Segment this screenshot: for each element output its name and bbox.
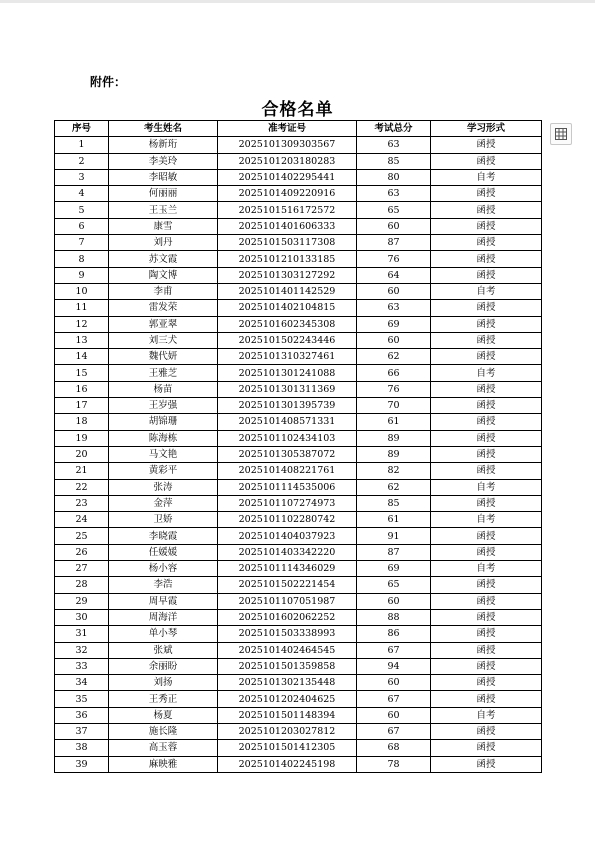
exam-id-cell: 2025101401142529: [218, 283, 357, 299]
study-mode-cell: 函授: [431, 544, 542, 560]
study-mode-cell: 函授: [431, 332, 542, 348]
study-mode-cell: 函授: [431, 251, 542, 267]
name-cell: 张斌: [109, 642, 218, 658]
seq-cell: 24: [55, 512, 109, 528]
table-row: [55, 251, 542, 267]
name-cell: 任媛媛: [109, 544, 218, 560]
name-cell: 卫娇: [109, 512, 218, 528]
seq-cell: 31: [55, 626, 109, 642]
score-cell: 89: [357, 430, 431, 446]
table-body: [55, 137, 542, 773]
exam-id-cell: 2025101408571331: [218, 414, 357, 430]
table-row: [55, 544, 542, 560]
name-cell: 李浩: [109, 577, 218, 593]
exam-id-cell: 2025101602062252: [218, 609, 357, 625]
score-cell: 60: [357, 218, 431, 234]
table-row: [55, 349, 542, 365]
seq-cell: 36: [55, 707, 109, 723]
table-grid-glyph: [555, 128, 567, 140]
table-row: [55, 561, 542, 577]
name-cell: 郭亚翠: [109, 316, 218, 332]
seq-cell: 12: [55, 316, 109, 332]
score-cell: 76: [357, 251, 431, 267]
study-mode-cell: 自考: [431, 169, 542, 185]
study-mode-cell: 函授: [431, 691, 542, 707]
seq-cell: 13: [55, 332, 109, 348]
seq-cell: 30: [55, 609, 109, 625]
score-cell: 80: [357, 169, 431, 185]
exam-id-cell: 2025101501412305: [218, 740, 357, 756]
exam-id-cell: 2025101404037923: [218, 528, 357, 544]
table-row: [55, 283, 542, 299]
name-cell: 麻映雅: [109, 756, 218, 772]
score-cell: 63: [357, 186, 431, 202]
seq-cell: 26: [55, 544, 109, 560]
seq-cell: 32: [55, 642, 109, 658]
score-cell: 86: [357, 626, 431, 642]
score-cell: 67: [357, 642, 431, 658]
study-mode-cell: 函授: [431, 430, 542, 446]
score-cell: 63: [357, 300, 431, 316]
seq-cell: 16: [55, 381, 109, 397]
study-mode-cell: 函授: [431, 756, 542, 772]
study-mode-cell: 函授: [431, 218, 542, 234]
name-cell: 杨新珩: [109, 137, 218, 153]
name-header: 考生姓名: [109, 121, 218, 137]
score-cell: 65: [357, 577, 431, 593]
exam-id-cell: 2025101402104815: [218, 300, 357, 316]
name-cell: 雷发荣: [109, 300, 218, 316]
table-row: [55, 707, 542, 723]
table-row: [55, 609, 542, 625]
seq-cell: 28: [55, 577, 109, 593]
exam-id-header: 准考证号: [218, 121, 357, 137]
exam-id-cell: 2025101402295441: [218, 169, 357, 185]
seq-cell: 14: [55, 349, 109, 365]
study-mode-cell: 自考: [431, 365, 542, 381]
table-row: [55, 675, 542, 691]
table-row: [55, 756, 542, 772]
seq-cell: 4: [55, 186, 109, 202]
table-row: [55, 658, 542, 674]
seq-cell: 9: [55, 267, 109, 283]
study-mode-header: 学习形式: [431, 121, 542, 137]
table-row: [55, 381, 542, 397]
table-row: [55, 169, 542, 185]
score-cell: 70: [357, 398, 431, 414]
score-cell: 67: [357, 723, 431, 739]
name-cell: 高玉蓉: [109, 740, 218, 756]
seq-cell: 35: [55, 691, 109, 707]
score-cell: 60: [357, 283, 431, 299]
score-cell: 87: [357, 544, 431, 560]
exam-id-cell: 2025101402245198: [218, 756, 357, 772]
exam-id-cell: 2025101503338993: [218, 626, 357, 642]
seq-cell: 25: [55, 528, 109, 544]
score-cell: 76: [357, 381, 431, 397]
study-mode-cell: 自考: [431, 512, 542, 528]
seq-cell: 18: [55, 414, 109, 430]
seq-cell: 27: [55, 561, 109, 577]
exam-id-cell: 2025101403342220: [218, 544, 357, 560]
study-mode-cell: 函授: [431, 267, 542, 283]
score-cell: 68: [357, 740, 431, 756]
name-cell: 杨夏: [109, 707, 218, 723]
exam-id-cell: 2025101114346029: [218, 561, 357, 577]
seq-cell: 23: [55, 495, 109, 511]
name-cell: 周早霞: [109, 593, 218, 609]
exam-id-cell: 2025101501359858: [218, 658, 357, 674]
seq-cell: 17: [55, 398, 109, 414]
seq-cell: 7: [55, 235, 109, 251]
table-row: [55, 723, 542, 739]
qualified-list-table: [54, 120, 542, 773]
name-cell: 刘扬: [109, 675, 218, 691]
exam-id-cell: 2025101305387072: [218, 446, 357, 462]
table-row: [55, 642, 542, 658]
study-mode-cell: 函授: [431, 577, 542, 593]
score-cell: 82: [357, 463, 431, 479]
table-row: [55, 593, 542, 609]
exam-id-cell: 2025101310327461: [218, 349, 357, 365]
table-row: [55, 267, 542, 283]
exam-id-cell: 2025101309303567: [218, 137, 357, 153]
document-title: 合格名单: [261, 100, 334, 120]
seq-cell: 19: [55, 430, 109, 446]
name-cell: 王雅芝: [109, 365, 218, 381]
name-cell: 周海洋: [109, 609, 218, 625]
score-cell: 60: [357, 675, 431, 691]
name-cell: 王玉兰: [109, 202, 218, 218]
study-mode-cell: 函授: [431, 381, 542, 397]
score-cell: 69: [357, 561, 431, 577]
study-mode-cell: 函授: [431, 675, 542, 691]
study-mode-cell: 函授: [431, 658, 542, 674]
exam-id-cell: 2025101402464545: [218, 642, 357, 658]
name-cell: 王秀正: [109, 691, 218, 707]
exam-id-cell: 2025101516172572: [218, 202, 357, 218]
table-row: [55, 495, 542, 511]
page-top-edge: [0, 0, 595, 3]
seq-cell: 34: [55, 675, 109, 691]
table-row: [55, 577, 542, 593]
name-cell: 陶文博: [109, 267, 218, 283]
table-row: [55, 235, 542, 251]
exam-id-cell: 2025101502243446: [218, 332, 357, 348]
study-mode-cell: 函授: [431, 740, 542, 756]
score-cell: 89: [357, 446, 431, 462]
exam-id-cell: 2025101102434103: [218, 430, 357, 446]
score-header: 考试总分: [357, 121, 431, 137]
exam-id-cell: 2025101501148394: [218, 707, 357, 723]
name-cell: 杨小容: [109, 561, 218, 577]
table-row: [55, 398, 542, 414]
score-cell: 62: [357, 349, 431, 365]
study-mode-cell: 函授: [431, 202, 542, 218]
score-cell: 87: [357, 235, 431, 251]
name-cell: 马文艳: [109, 446, 218, 462]
name-cell: 单小琴: [109, 626, 218, 642]
table-row: [55, 332, 542, 348]
score-cell: 66: [357, 365, 431, 381]
table-row: [55, 202, 542, 218]
table-row: [55, 691, 542, 707]
table-row: [55, 186, 542, 202]
seq-cell: 10: [55, 283, 109, 299]
score-cell: 94: [357, 658, 431, 674]
study-mode-cell: 函授: [431, 186, 542, 202]
seq-cell: 33: [55, 658, 109, 674]
study-mode-cell: 函授: [431, 300, 542, 316]
table-row: [55, 300, 542, 316]
seq-cell: 2: [55, 153, 109, 169]
seq-cell: 20: [55, 446, 109, 462]
seq-cell: 11: [55, 300, 109, 316]
name-cell: 康雪: [109, 218, 218, 234]
study-mode-cell: 函授: [431, 235, 542, 251]
table-row: [55, 316, 542, 332]
study-mode-cell: 函授: [431, 642, 542, 658]
exam-id-cell: 2025101502221454: [218, 577, 357, 593]
seq-cell: 37: [55, 723, 109, 739]
score-cell: 61: [357, 414, 431, 430]
name-cell: 张涛: [109, 479, 218, 495]
table-row: [55, 153, 542, 169]
score-cell: 60: [357, 593, 431, 609]
seq-cell: 8: [55, 251, 109, 267]
study-mode-cell: 函授: [431, 626, 542, 642]
seq-cell: 15: [55, 365, 109, 381]
score-cell: 64: [357, 267, 431, 283]
name-cell: 王岁强: [109, 398, 218, 414]
study-mode-cell: 函授: [431, 495, 542, 511]
seq-header: 序号: [55, 121, 109, 137]
table-row: [55, 137, 542, 153]
seq-cell: 21: [55, 463, 109, 479]
study-mode-cell: 函授: [431, 398, 542, 414]
score-cell: 78: [357, 756, 431, 772]
seq-cell: 5: [55, 202, 109, 218]
score-cell: 67: [357, 691, 431, 707]
name-cell: 金萍: [109, 495, 218, 511]
seq-cell: 1: [55, 137, 109, 153]
study-mode-cell: 函授: [431, 528, 542, 544]
study-mode-cell: 自考: [431, 283, 542, 299]
study-mode-cell: 自考: [431, 479, 542, 495]
name-cell: 陈海栋: [109, 430, 218, 446]
name-cell: 施长隆: [109, 723, 218, 739]
study-mode-cell: 函授: [431, 414, 542, 430]
exam-id-cell: 2025101107051987: [218, 593, 357, 609]
study-mode-cell: 函授: [431, 316, 542, 332]
score-cell: 63: [357, 137, 431, 153]
study-mode-cell: 函授: [431, 153, 542, 169]
name-cell: 李晓霞: [109, 528, 218, 544]
exam-id-cell: 2025101102280742: [218, 512, 357, 528]
score-cell: 60: [357, 707, 431, 723]
name-cell: 苏文霞: [109, 251, 218, 267]
study-mode-cell: 函授: [431, 609, 542, 625]
table-row: [55, 528, 542, 544]
study-mode-cell: 函授: [431, 446, 542, 462]
name-cell: 胡锦珊: [109, 414, 218, 430]
name-cell: 刘丹: [109, 235, 218, 251]
exam-id-cell: 2025101107274973: [218, 495, 357, 511]
exam-id-cell: 2025101602345308: [218, 316, 357, 332]
table-row: [55, 479, 542, 495]
score-cell: 88: [357, 609, 431, 625]
exam-id-cell: 2025101203027812: [218, 723, 357, 739]
table-row: [55, 463, 542, 479]
exam-id-cell: 2025101301311369: [218, 381, 357, 397]
table-row: [55, 626, 542, 642]
exam-id-cell: 2025101301395739: [218, 398, 357, 414]
table-row: [55, 414, 542, 430]
exam-id-cell: 2025101401606333: [218, 218, 357, 234]
table-row: [55, 218, 542, 234]
exam-id-cell: 2025101303127292: [218, 267, 357, 283]
exam-id-cell: 2025101503117308: [218, 235, 357, 251]
name-cell: 余丽盼: [109, 658, 218, 674]
score-cell: 62: [357, 479, 431, 495]
name-cell: 刘三犬: [109, 332, 218, 348]
score-cell: 61: [357, 512, 431, 528]
exam-id-cell: 2025101210133185: [218, 251, 357, 267]
table-row: [55, 430, 542, 446]
table-header-row: [55, 121, 542, 137]
table-row: [55, 446, 542, 462]
exam-id-cell: 2025101408221761: [218, 463, 357, 479]
table-row: [55, 740, 542, 756]
study-mode-cell: 自考: [431, 707, 542, 723]
study-mode-cell: 函授: [431, 723, 542, 739]
exam-id-cell: 2025101409220916: [218, 186, 357, 202]
exam-id-cell: 2025101114535006: [218, 479, 357, 495]
seq-cell: 3: [55, 169, 109, 185]
score-cell: 60: [357, 332, 431, 348]
table-row: [55, 512, 542, 528]
study-mode-cell: 函授: [431, 463, 542, 479]
seq-cell: 38: [55, 740, 109, 756]
exam-id-cell: 2025101202404625: [218, 691, 357, 707]
score-cell: 65: [357, 202, 431, 218]
table-row: [55, 365, 542, 381]
study-mode-cell: 函授: [431, 593, 542, 609]
name-cell: 杨苗: [109, 381, 218, 397]
name-cell: 李美玲: [109, 153, 218, 169]
exam-id-cell: 2025101203180283: [218, 153, 357, 169]
exam-id-cell: 2025101302135448: [218, 675, 357, 691]
name-cell: 李甫: [109, 283, 218, 299]
study-mode-cell: 函授: [431, 349, 542, 365]
score-cell: 85: [357, 153, 431, 169]
exam-id-cell: 2025101301241088: [218, 365, 357, 381]
score-cell: 69: [357, 316, 431, 332]
seq-cell: 6: [55, 218, 109, 234]
seq-cell: 29: [55, 593, 109, 609]
name-cell: 何丽丽: [109, 186, 218, 202]
attachment-label: 附件：: [90, 75, 127, 89]
name-cell: 李昭敏: [109, 169, 218, 185]
study-mode-cell: 函授: [431, 137, 542, 153]
name-cell: 魏代妍: [109, 349, 218, 365]
study-mode-cell: 自考: [431, 561, 542, 577]
seq-cell: 22: [55, 479, 109, 495]
table-grid-icon[interactable]: [550, 123, 572, 145]
score-cell: 91: [357, 528, 431, 544]
name-cell: 黄彩平: [109, 463, 218, 479]
seq-cell: 39: [55, 756, 109, 772]
score-cell: 85: [357, 495, 431, 511]
